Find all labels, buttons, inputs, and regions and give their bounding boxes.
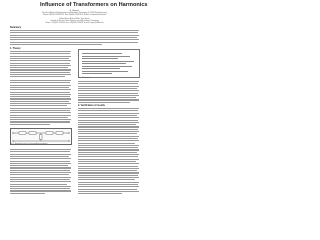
section-heading: 2. Verification of results	[78, 104, 105, 107]
author-line: H. Heyman	[69, 9, 80, 12]
equivalent-circuit-diagram	[11, 129, 71, 144]
affiliation-line: Phone: 49(0)30 12345-6789, Fax: 49(0)30 1234-5678, E-mail: h.heyman@elektro.de	[42, 14, 107, 17]
paper-title: Influence of Transformers on Harmonics	[40, 2, 148, 8]
affiliation-line: Faculty of Electrical Engineering and Information Technology, D-12345 Berlin/Germany	[42, 12, 107, 14]
section-heading: 1. Theory	[10, 47, 21, 50]
equation-caption: Tab. 1: Equations	[78, 77, 92, 79]
circuit-figure	[10, 128, 72, 145]
affiliation-line: Phone: +49(0)30-1234-56, Fax: +49(0)30-1234-78, E-mail: meyer@elektro.de	[45, 21, 104, 24]
figure-caption: Fig. 1: Equivalent circuit of a two-winding transformer	[10, 144, 48, 145]
paper-page	[0, 0, 149, 198]
affiliation-line: Institute of Electric Power Systems and High Voltage Technology	[50, 19, 99, 22]
section-heading: Summary	[10, 26, 21, 29]
affiliation-line: Robert Meyer, Achim Müller, Vera Schulz	[59, 17, 90, 20]
equation-box	[78, 49, 140, 78]
